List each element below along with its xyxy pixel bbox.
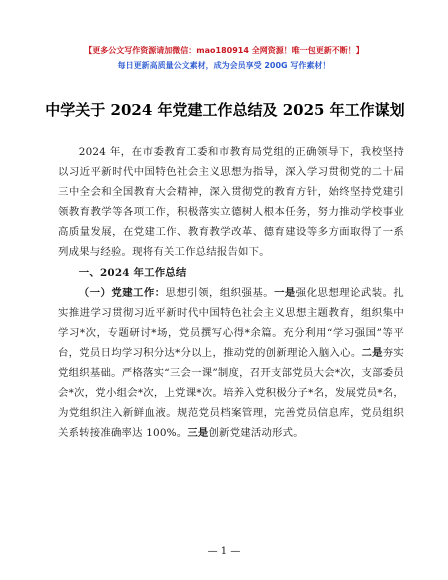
intro-paragraph: 2024 年，在市委教育工委和市教育局党组的正确领导下，我校坚持以习近平新时代中国特色社会主义思想为指导，深入学习贯彻党的二十届三中全会和全国教育大会精神，深入贯彻党的教育方针，始终坚持党建引领教育教学等各项工作，积极落实立德树人根本任务，努力推动学校事业高质量发展，在党建工作、教育教学改革、德育建设等多方面取得了一系列成果与经验。现将有关工作总结报告如下。	[58, 146, 404, 259]
point-text-3: 创新党建活动形式。	[208, 427, 304, 440]
point-text-2: 夯实党组织基础。严格落实“三会一课”制度，召开支部党员大会*次，支部委员会*次，党小组会*次，上党课*次。培养入党积极分子*名，发展党员*名，为党组织注入新鲜血液。规范党员档案管理，完善党员信息库，党员组织关系转接准确率达 100%。	[58, 346, 404, 440]
document-title: 中学关于 2024 年党建工作总结及 2025 年工作谋划	[45, 101, 405, 119]
ad-banner-line-2: 每日更新高质量公文素材，成为会员享受 200G 写作素材！	[117, 61, 331, 70]
ad-banner-line-1: 【更多公文写作资源请加微信：mao180914 全网资源！唯一包更新不断！】	[84, 46, 364, 55]
item-label: （一）党建工作：	[78, 286, 166, 299]
point-text-1: 强化思想理论武装。扎实推进学习贯彻习近平新时代中国特色社会主义思想主题教育，组织集中学习*次，专题研讨*场，党员撰写心得*余篇。充分利用“学习强国”等平台，党员日均学习积分达*分以上，推动党的创新理论入脑入心。	[58, 286, 405, 359]
document-body	[58, 142, 404, 443]
section-paragraph	[58, 283, 404, 444]
item-lead: 思想引领，组织强基。	[165, 286, 275, 299]
section-heading: 一、2024 年工作总结	[78, 266, 187, 279]
point-marker-1: 一是	[274, 286, 296, 299]
point-marker-2: 二是	[361, 346, 383, 359]
page-number: — 1 —	[207, 546, 241, 557]
point-marker-3: 三是	[187, 427, 209, 440]
